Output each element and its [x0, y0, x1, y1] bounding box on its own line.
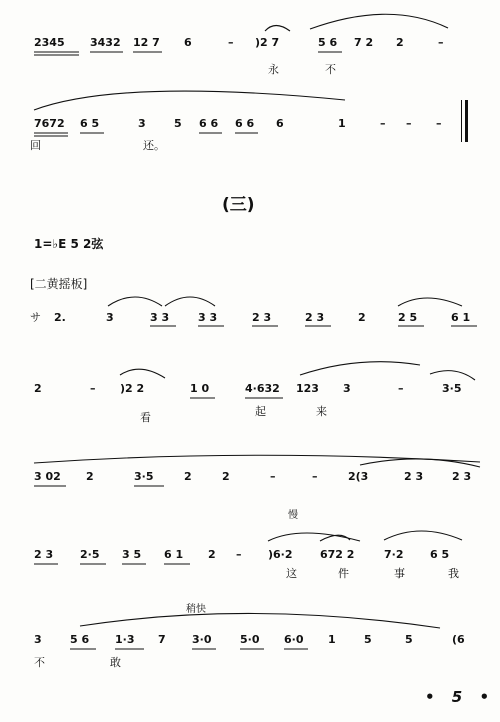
note: 3 3 [198, 311, 218, 324]
note: 2 [34, 382, 42, 395]
note: 2345 [34, 36, 65, 49]
note: 2(3 [348, 470, 369, 483]
free-meter-mark: サ [30, 311, 41, 324]
note: 12 7 [133, 36, 160, 49]
note: 3 [138, 117, 146, 130]
note: 2 5 [398, 311, 418, 324]
note: 2. [54, 311, 66, 324]
note: 7 2 [354, 36, 374, 49]
key-signature: 1=♭E 5 2弦 [34, 237, 104, 251]
section-heading: (三) [222, 195, 255, 215]
note: 3432 [90, 36, 121, 49]
note: 2 3 [404, 470, 424, 483]
note: – [436, 117, 442, 130]
note: 2 [396, 36, 404, 49]
note: 6 6 [235, 117, 255, 130]
note: 2 [208, 548, 216, 561]
note: 3 3 [150, 311, 170, 324]
note: 2 [222, 470, 230, 483]
note: 2 [184, 470, 192, 483]
lyric: 我 [448, 567, 459, 580]
note: 5 [364, 633, 372, 646]
note: 1·3 [115, 633, 135, 646]
note: 2 3 [305, 311, 325, 324]
note: – [398, 382, 404, 395]
lyric: 事 [394, 567, 405, 580]
lyric: 永 [268, 63, 279, 76]
note: 5 [174, 117, 182, 130]
note: 4·632 [245, 382, 280, 395]
tempo-mark: 稍快 [186, 604, 206, 615]
note: 6 6 [199, 117, 219, 130]
note: 7672 [34, 117, 65, 130]
note: 2 [86, 470, 94, 483]
lyric: 不 [325, 63, 336, 76]
lyric: 这 [286, 567, 297, 580]
note: – [380, 117, 386, 130]
lyric: 不 [34, 656, 45, 669]
note: 123 [296, 382, 319, 395]
note: 5 [405, 633, 413, 646]
lyric: 起 [255, 405, 266, 418]
lyric: 件 [338, 567, 349, 580]
lyric: 回 [30, 139, 41, 152]
note: 1 0 [190, 382, 210, 395]
mode-label: [二黄摇板] [30, 277, 88, 291]
note: 7 [158, 633, 166, 646]
lyric: 还。 [143, 139, 165, 152]
note: 6 1 [164, 548, 184, 561]
note: 5·0 [240, 633, 260, 646]
note: – [90, 382, 96, 395]
note: 2·5 [80, 548, 100, 561]
note: – [236, 548, 242, 561]
lyric: 来 [316, 405, 327, 418]
note: 3·5 [442, 382, 462, 395]
note: 3·0 [192, 633, 212, 646]
note: 672 2 [320, 548, 355, 561]
note: 3 [34, 633, 42, 646]
lyric: 敢 [110, 656, 121, 669]
page-number: • 5 • [425, 688, 496, 706]
note: 6 [184, 36, 192, 49]
note: 3 [343, 382, 351, 395]
note: 6 5 [80, 117, 100, 130]
note: 3 02 [34, 470, 61, 483]
note: 5 6 [70, 633, 90, 646]
lyric: 看 [140, 411, 151, 424]
note: )2 2 [120, 382, 145, 395]
note: 2 3 [452, 470, 472, 483]
note: 6 1 [451, 311, 471, 324]
note: 6 5 [430, 548, 450, 561]
note: 2 3 [252, 311, 272, 324]
note: 1 [328, 633, 336, 646]
note: )2 7 [255, 36, 280, 49]
note: 2 [358, 311, 366, 324]
note: – [406, 117, 412, 130]
note: 6·0 [284, 633, 304, 646]
note: – [270, 470, 276, 483]
note: – [312, 470, 318, 483]
note: 7·2 [384, 548, 404, 561]
note: 3·5 [134, 470, 154, 483]
note: (6 [452, 633, 465, 646]
note: – [438, 36, 444, 49]
note: )6·2 [268, 548, 293, 561]
tempo-mark: 慢 [288, 510, 298, 521]
note: 1 [338, 117, 346, 130]
note: 3 [106, 311, 114, 324]
note: 5 6 [318, 36, 338, 49]
note: 6 [276, 117, 284, 130]
note: 3 5 [122, 548, 142, 561]
note: 2 3 [34, 548, 54, 561]
note: – [228, 36, 234, 49]
